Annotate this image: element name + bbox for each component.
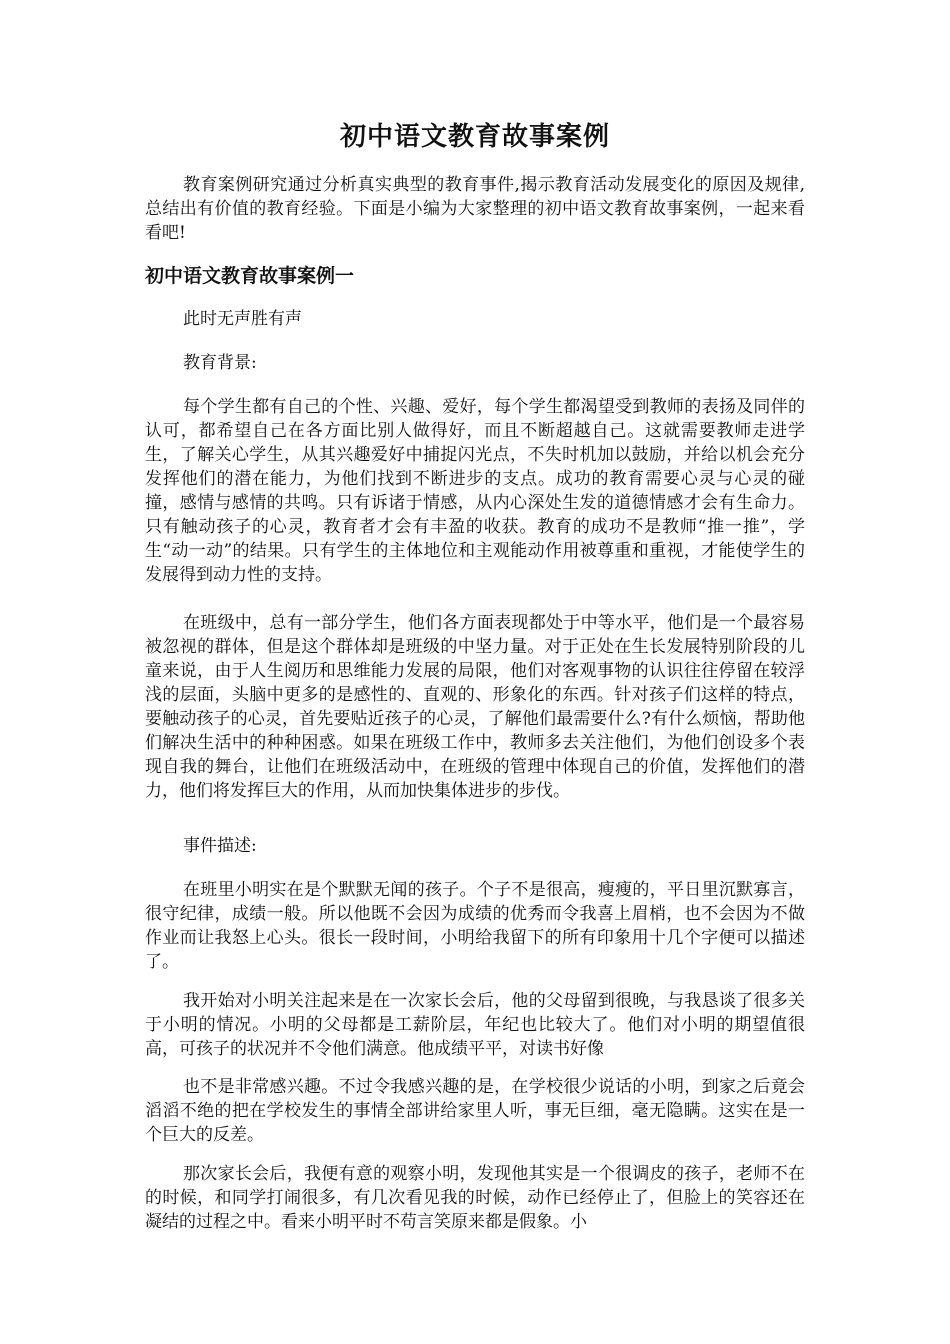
event-paragraph-3: 也不是非常感兴趣。不过令我感兴趣的是，在学校很少说话的小明，到家之后竟会滔滔不绝的把在学校发生的事情全部讲给家里人听，事无巨细，毫无隐瞒。这实在是一个巨大的反差。 bbox=[145, 1077, 805, 1145]
background-paragraph-1: 每个学生都有自己的个性、兴趣、爱好，每个学生都渴望受到教师的表扬及同伴的认可，都希望自己在各方面比别人做得好，而且不断超越自己。这就需要教师走进学生，了解关心学生，从其兴趣爱好中捕捉闪光点，不失时机加以鼓励，并给以机会充分发挥他们的潜在能力，为他们找到不断进步的支点。成功的教育需要心灵与心灵的碰撞，感情与感情的共鸣。只有诉诸于情感，从内心深处生发的道德情感才会有生命力。只有触动孩子的心灵，教育者才会有丰盈的收获。教育的成功不是教师“推一推”，学生“动一动”的结果。只有学生的主体地位和主观能动作用被尊重和重视，才能使学生的发展得到动力性的支持。 bbox=[145, 397, 805, 585]
document-title: 初中语文教育故事案例 bbox=[339, 122, 610, 152]
event-paragraph-1: 在班里小明实在是个默默无闻的孩子。个子不是很高，瘦瘦的，平日里沉默寡言，很守纪律，成绩一般。所以他既不会因为成绩的优秀而令我喜上眉梢，也不会因为不做作业而让我怒上心头。很长一段时间，小明给我留下的所有印象用十几个字便可以描述了。 bbox=[145, 880, 805, 972]
event-paragraph-4: 那次家长会后，我便有意的观察小明，发现他其实是一个很调皮的孩子，老师不在的时候，和同学打闹很多，有几次看见我的时候，动作已经停止了，但脸上的笑容还在凝结的过程之中。看来小明平时不苟言笑原来都是假象。小 bbox=[145, 1164, 805, 1232]
intro-paragraph: 教育案例研究通过分析真实典型的教育事件,揭示教育活动发展变化的原因及规律,总结出有价值的教育经验。下面是小编为大家整理的初中语文教育故事案例，一起来看看吧! bbox=[145, 175, 805, 243]
background-paragraph-2: 在班级中，总有一部分学生，他们各方面表现都处于中等水平，他们是一个最容易被忽视的群体，但是这个群体却是班级的中坚力量。对于正处在生长发展特别阶段的儿童来说，由于人生阅历和思维能力发展的局限，他们对客观事物的认识往往停留在较浮浅的层面，头脑中更多的是感性的、直观的、形象化的东西。针对孩子们这样的特点，要触动孩子的心灵，首先要贴近孩子的心灵，了解他们最需要什么?有什么烦恼，帮助他们解决生活中的种种困惑。如果在班级工作中，教师多去关注他们，为他们创设多个表现自我的舞台，让他们在班级活动中，在班级的管理中体现自己的价值，发挥他们的潜力，他们将发挥巨大的作用，从而加快集体进步的步伐。 bbox=[145, 613, 805, 801]
story-title: 此时无声胜有声 bbox=[183, 309, 302, 329]
section-heading: 初中语文教育故事案例一 bbox=[145, 265, 355, 287]
event-label: 事件描述: bbox=[183, 836, 257, 856]
event-paragraph-2: 我开始对小明关注起来是在一次家长会后，他的父母留到很晚，与我恳谈了很多关于小明的情况。小明的父母都是工薪阶层，年纪也比较大了。他们对小明的期望值很高，可孩子的状况并不令他们满意。他成绩平平，对读书好像 bbox=[145, 991, 805, 1059]
background-label: 教育背景: bbox=[183, 353, 257, 373]
